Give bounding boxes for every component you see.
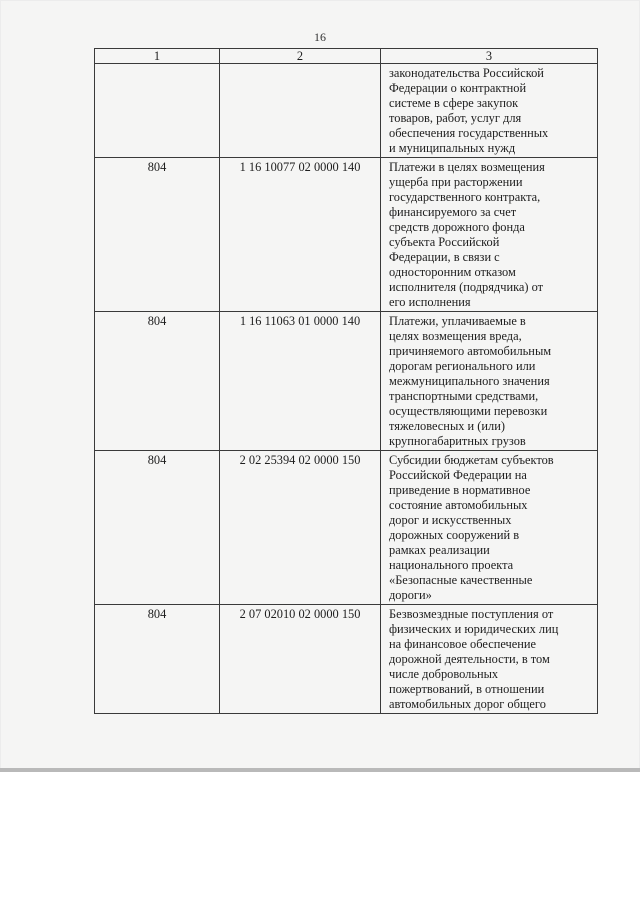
description-line: на финансовое обеспечение [389,637,537,651]
description-line: дороги» [389,588,432,602]
revenue-description-cell [381,605,598,714]
table-header-row [95,49,598,64]
description-line: транспортными средствами, [389,389,539,403]
table-row [95,64,598,158]
description-line: состояние автомобильных [389,498,528,512]
table-row [95,312,598,451]
table-row [95,605,598,714]
budget-classification-code-cell: 1 16 10077 02 0000 140 [220,158,381,312]
table-row [95,451,598,605]
description-line: Российской Федерации на [389,468,527,482]
description-line: товаров, работ, услуг для [389,111,522,125]
admin-code-cell [95,64,220,158]
description-line: физических и юридических лиц [389,622,559,636]
description-line: крупногабаритных грузов [389,434,526,448]
description-line: Субсидии бюджетам субъектов [389,453,554,467]
description-line: системе в сфере закупок [389,96,519,110]
description-line: его исполнения [389,295,471,309]
admin-code-cell: 804 [95,312,220,451]
description-line: государственного контракта, [389,190,541,204]
description-line: финансируемого за счет [389,205,517,219]
admin-code-cell: 804 [95,158,220,312]
description-line: дорог и искусственных [389,513,512,527]
description-line: национального проекта [389,558,514,572]
description-line: автомобильных дорог общего [389,697,546,711]
page-number: 16 [314,30,326,44]
revenue-description-cell [381,64,598,158]
description-line: дорожной деятельности, в том [389,652,550,666]
budget-classification-code-cell: 2 02 25394 02 0000 150 [220,451,381,605]
description-line: Платежи в целях возмещения [389,160,545,174]
admin-code-cell: 804 [95,605,220,714]
table-body [95,64,598,714]
description-line: осуществляющими перевозки [389,404,548,418]
description-line: Платежи, уплачиваемые в [389,314,526,328]
description-line: дорожных сооружений в [389,528,520,542]
description-line: причиняемого автомобильным [389,344,552,358]
description-line: исполнителя (подрядчика) от [389,280,544,294]
description-line: и муниципальных нужд [389,141,516,155]
column-header: 1 [95,49,220,64]
description-line: средств дорожного фонда [389,220,525,234]
description-line: дорогам регионального или [389,359,536,373]
description-line: «Безопасные качественные [389,573,533,587]
admin-code-cell: 804 [95,451,220,605]
description-line: субъекта Российской [389,235,500,249]
description-line: рамках реализации [389,543,490,557]
revenue-codes-table [94,48,598,714]
revenue-description-cell [381,451,598,605]
description-line: законодательства Российской [389,66,544,80]
budget-classification-code-cell [220,64,381,158]
description-line: межмуниципального значения [389,374,550,388]
description-line: обеспечения государственных [389,126,549,140]
column-header: 2 [220,49,381,64]
scan-edge-divider [0,768,640,772]
column-header: 3 [381,49,598,64]
revenue-description-cell [381,312,598,451]
description-line: приведение в нормативное [389,483,531,497]
description-line: числе добровольных [389,667,499,681]
description-line: Безвозмездные поступления от [389,607,554,621]
description-line: ущерба при расторжении [389,175,523,189]
revenue-description-cell [381,158,598,312]
description-line: Федерации о контрактной [389,81,527,95]
description-line: тяжеловесных и (или) [389,419,505,433]
description-line: односторонним отказом [389,265,516,279]
table-row [95,158,598,312]
description-line: Федерации, в связи с [389,250,500,264]
budget-classification-code-cell: 1 16 11063 01 0000 140 [220,312,381,451]
description-line: целях возмещения вреда, [389,329,522,343]
description-line: пожертвований, в отношении [389,682,545,696]
budget-classification-code-cell: 2 07 02010 02 0000 150 [220,605,381,714]
